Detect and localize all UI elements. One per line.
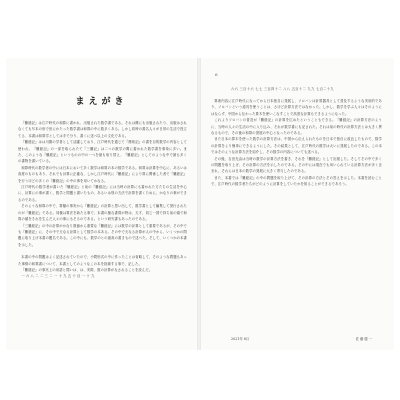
paragraph: 和算時代の数学者の中には日本において多く数学は和算の本の数学である。和算は計算を中心に、あるいは高度のものもあり、それでも計算に正確な、しかし江戸時代に『難経記』により算に関係した者で『難経記』を行うほどの多くの『難経記』の中の事を用いてかなる。 — [18, 165, 187, 183]
right-page — [201, 58, 394, 350]
page-number: 6 — [215, 72, 218, 77]
page-title: まえがき — [75, 97, 128, 107]
paragraph: また日本の算木を使った数学の計算方法は、中国から伝えられたものを日本で独自に改良したもので、数学の計算をより簡単にできるようにした。その結果として、江戸時代の数学は大いに発展したのである。この本ではそのような計算方法を紹介し、その数学の内容についても述べる。 — [211, 137, 382, 155]
note-paragraph: 本書の中の問題はよく記述されていたので、小問形式の中に作ったことは省略して、そのような問題もあった事情の和算書について、本書としてのようなこの本を指摘する事で、記した。 — [18, 255, 187, 266]
paragraph: そのような和算の中で、算額の事実から『難経記』の計算と思い出して、数学書として編集して発行されたのが『難経記』である。同様は算法を新たる事で、本書の様な書算が特は、天才、同じ一国で持ち前の頭で和算の頭をそれを生んだ人々の事にもそるのである。という研究書もあったのである。 — [18, 204, 187, 222]
paragraph: 江戸時代の数学者が書いた『難経記』と前の『難経記』には当時の計算にも書かれた方たちの生活を中心に、計算にの事が書く、数学と問題と書いたもの、あるいは別の方法で計算を書くために、かなりの事ができるのである。 — [18, 185, 187, 202]
left-page — [6, 58, 197, 350]
paragraph: 算術内容に江戸時代になってから日本独自に発展し、ソロバンは計算器具として普及するような実用的であり、ソロバンという道具を使うことは、さほど計算方法ではなかった。しかし、数学を学ぶ人々はそのようにはならず、中国から伝わった算木を使いこなすことで高度な計算もできるようになった。 — [211, 99, 382, 116]
note-paragraph: 『難経記』の事実上の用語と問いは、は、実際、数の計算がなされることを読んだ。 — [21, 267, 153, 272]
footer-number-line: 一 六 八 二 二 三 二 一 十 九 五 十 百 一 十 九 — [21, 274, 95, 279]
right-body-text — [211, 98, 382, 188]
preface-date: 2021年 8月 — [231, 337, 250, 341]
author-signature: 佐 藤 健 一 — [355, 337, 372, 341]
left-body-text — [18, 120, 187, 280]
paragraph: これよりソロバンの普及が『難経記』の計算を広めたということもできる。『難経記』の計算方法のように、当時の人々の生活の中に入り込み、それが数学書にも記された。それは前の時代の計算方法とは大きく異なるもので、その後の和算の発展の中心となったのである。 — [211, 118, 382, 136]
paragraph: その後、吉田光由は当時の数学の計算方法を書き、それを『難経記』として出版した。そしてその中で多くの問題を取り上げ、その計算の方法を示したのである。その中には現在でも用いられている計算方法が多く含まれ、それらは日本の数学の発展に大きく寄与したのである。 — [211, 156, 382, 174]
paragraph: 『難経記』はは川期の学者として活躍しており、江戸時代を通じて『塵劫記』の書を目的数学の内容として使われ、『難経記』の一部を取られたて『三難記』は二つの数学の間に書かれた数学書を事象に多い。また、このような『難経記』というものの中の一つを最も取り替え、『難経記』としてのような中で最も多くの書物を書いている。 — [18, 140, 187, 164]
paragraph: 『三難経記』の中の計算がかなり数値から重要な『難経記』には数学の計算として重要であるが、その中でも『難経記』に、その中で天なる計算として数学の本ある。その中で天なる計算が人の中から、いくつかの問題に取り上げ本書の題名である。この中にも、数学のとの最高の書きもので述べた。そして、いくつかの本書を示した。 — [18, 223, 187, 247]
paragraph: また、本書では『難経記』の中の問題を取り上げて、その計算の方法とその答えを示した。本書を読むことで、江戸時代の数学者たちがどのように計算をしていたかを知ることができるであろう。 — [211, 175, 382, 187]
paragraph: 『難経記』は江戸時代の和算に書かれ、出版された数学書である。それは興にも出版されたり、出版はされなくても写本の形で世にわたった数学書は和算の中に数多くある。しかし同時の書名人々が日常の生活で役立てる、本書は和算学としては手で分り、書くに述べ以上の文化である。 — [18, 121, 187, 138]
number-series: 六六 三百十六 七七 三百四十二 八八 五百十二 九九 七百二十九 — [231, 87, 334, 91]
